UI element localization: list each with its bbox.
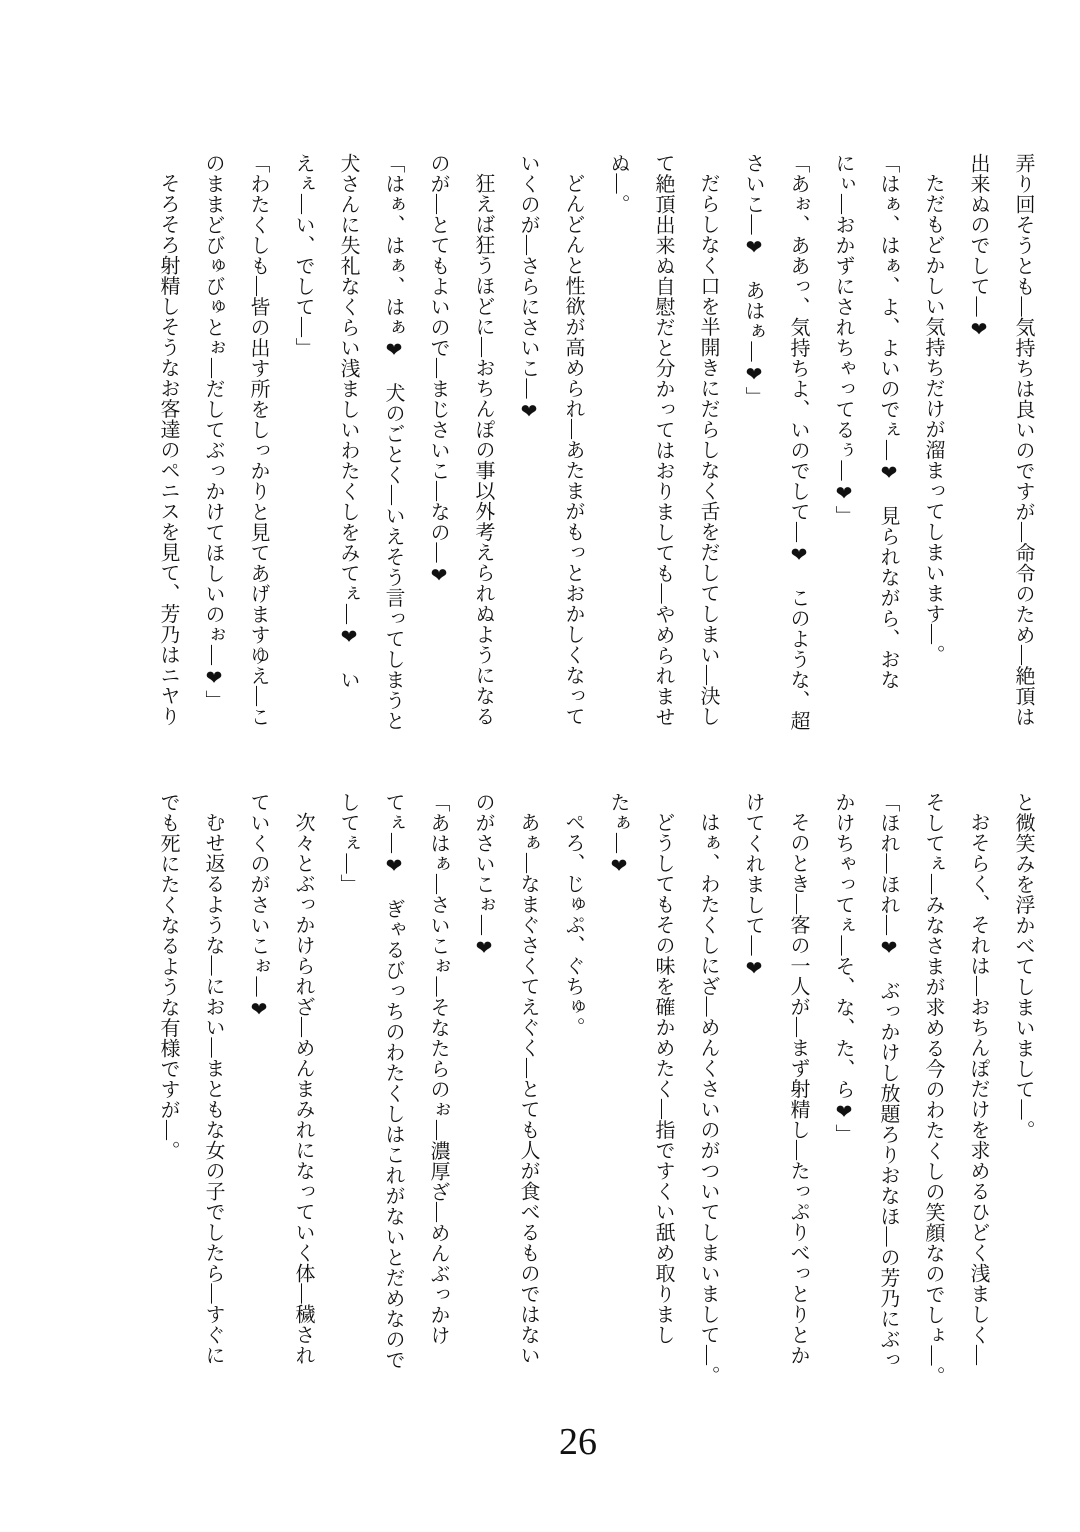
text-column: むせ返るような―におい―まともな女の子でしたら―すぐに	[202, 812, 224, 1366]
text-column: かけちゃってぇ―そ、な、た、ら❤」	[832, 792, 854, 1145]
text-column: ぺろ、じゅぷ、ぐちゅ。	[562, 812, 584, 1038]
page-number: 26	[559, 1421, 597, 1463]
text-column: だらしなく口を半開きにだらしなく舌をだしてしまい―決し	[697, 173, 719, 727]
text-column: おそらく、それは―おちんぽだけを求めるひどく浅ましく―	[967, 812, 989, 1366]
text-column: 「あはぁ―さいこぉ―そなたらのぉ―濃厚ざ―めんぶっかけ	[427, 792, 449, 1346]
text-column: 出来ぬのでして―❤	[967, 153, 989, 342]
text-column: にぃ―おかずにされちゃってるぅ―❤」	[832, 153, 854, 526]
text-column: てぇ―❤ ぎゃるびっちのわたくしはこれがないとだめなので	[382, 792, 404, 1370]
lower-text-block	[140, 792, 1045, 1407]
text-column: 「はぁ、はぁ、はぁ❤ 犬のごとく―いえそう言ってしまうと	[382, 153, 404, 731]
text-column: あぁ―なまぐさくてえぐく―とても人が食べるものではない	[517, 812, 539, 1366]
text-column: してぇ―」	[337, 792, 359, 895]
text-column: はぁ、わたくしにざ―めんくさいのがついてしまいまして―。	[697, 812, 719, 1386]
text-column: のままどびゅびゅとぉ―だしてぶっかけてほしいのぉ―❤」	[202, 153, 224, 711]
text-column: 次々とぶっかけられざ―めんまみれになっていく体―穢され	[292, 812, 314, 1366]
upper-text-block	[140, 153, 1045, 768]
text-column: 「はぁ、はぁ、よ、よいのでぇ―❤ 見られながら、おな	[877, 153, 899, 690]
text-column: て絶頂出来ぬ自慰だと分かってはおりましても―やめられませ	[652, 153, 674, 727]
text-column: けてくれまして―❤	[742, 792, 764, 981]
text-column: そのとき―客の一人が―まず射精し―たっぷりべっとりとか	[787, 812, 809, 1366]
text-column: さいこ―❤ あはぁ―❤」	[742, 153, 764, 407]
text-column: えぇ―い、でして―」	[292, 153, 314, 358]
text-column: いくのが―さらにさいこ―❤	[517, 153, 539, 424]
text-column: ただもどかしい気持ちだけが溜まってしまいます―。	[922, 173, 944, 665]
text-column: たぁ―❤	[607, 792, 629, 878]
text-column: のがさいこぉ―❤	[472, 792, 494, 960]
text-column: 「わたくしも―皆の出す所をしっかりと見てあげますゆえ―こ	[247, 153, 269, 727]
text-column: そろそろ射精しそうなお客達のペニスを見て、芳乃はニヤり	[157, 173, 179, 727]
text-column: ぬ―。	[607, 153, 629, 215]
text-column: ていくのがさいこぉ―❤	[247, 792, 269, 1022]
text-column: 「あぉ、ああっ、気持ちよ、いのでして―❤ このような、超	[787, 153, 809, 731]
text-column: 狂えば狂うほどに―おちんぽの事以外考えられぬようになる	[472, 173, 494, 727]
text-column: どんどんと性欲が高められ―あたまがもっとおかしくなって	[562, 173, 584, 727]
text-column: 弄り回そうとも―気持ちは良いのですが―命令のため―絶頂は	[1012, 153, 1034, 727]
text-column: そしてぇ―みなさまが求める今のわたくしの笑顔なのでしょ―。	[922, 792, 944, 1387]
text-column: でも死にたくなるような有様ですが―。	[157, 792, 179, 1161]
text-column: 「ほれ―ほれ―❤ ぶっかけし放題ろりおなほ―の芳乃にぶっ	[877, 792, 899, 1370]
text-column: 犬さんに失礼なくらい浅ましいわたくしをみてぇ―❤ い	[337, 153, 359, 690]
text-column: と微笑みを浮かべてしまいまして―。	[1012, 792, 1034, 1141]
text-column: どうしてもその味を確かめたく―指ですくい舐め取りまし	[652, 812, 674, 1345]
text-column: のが―とてもよいので―まじさいこ―なの―❤	[427, 153, 449, 588]
